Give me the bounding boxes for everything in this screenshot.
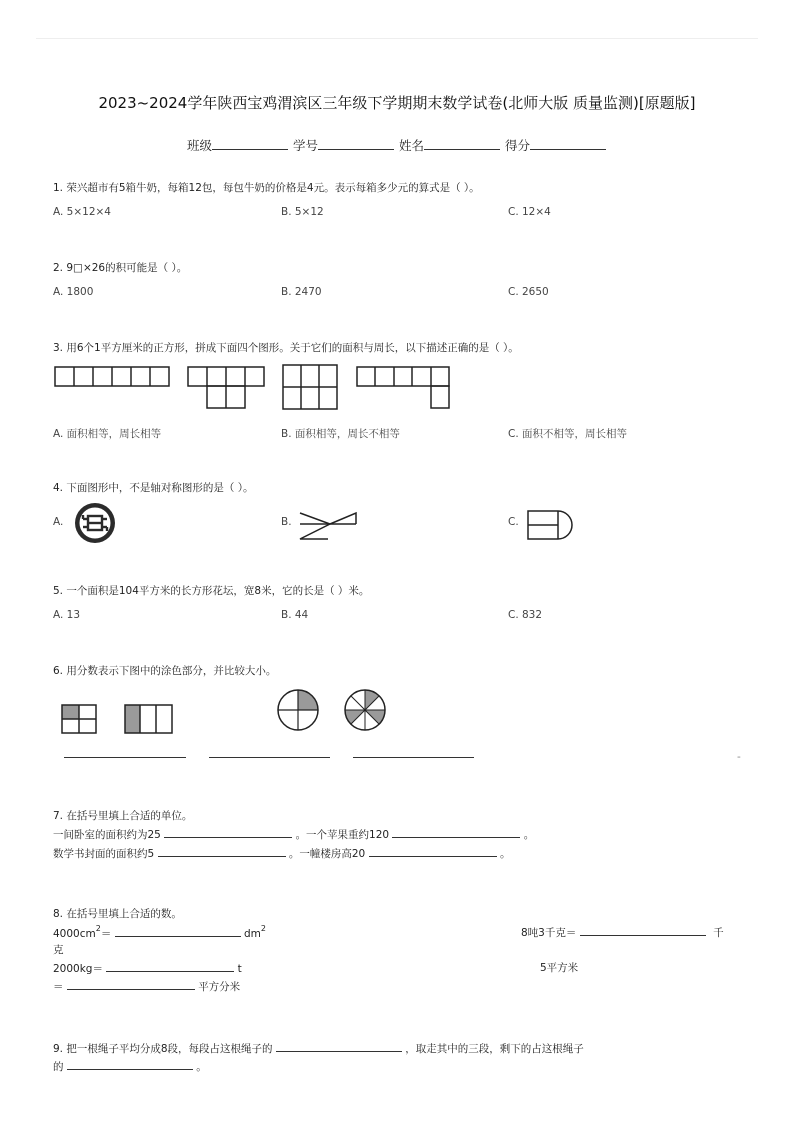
q6-figures [60, 688, 380, 738]
q7-line2-part-b: 。一幢楼房高20 [288, 848, 366, 860]
q7-line1-part-a: 一间卧室的面积约为25 [53, 829, 161, 841]
q3-figure-1 [55, 367, 169, 386]
q4-option-c-shape-icon [527, 510, 575, 542]
q8-b-wrap: 克 [53, 944, 64, 956]
q8-a-left-sup: 2 [95, 924, 101, 933]
q5-option-b[interactable]: B. 44 [281, 609, 309, 621]
q3-option-b[interactable]: B. 面积相等，周长不相等 [281, 428, 400, 440]
info-score-label: 得分 [504, 138, 530, 153]
q6-trailing-mark: - [737, 751, 741, 763]
q8-c-unit: t [237, 963, 242, 975]
q2-option-c[interactable]: C. 2650 [508, 286, 549, 298]
q3-option-a[interactable]: A. 面积相等，周长相等 [53, 428, 162, 440]
q8-d-left: 5平方米 [540, 962, 579, 974]
info-name-label: 姓名 [398, 138, 424, 153]
question-7: 7. 在括号里填上合适的单位。 [53, 810, 193, 822]
q3-figure-3 [283, 365, 337, 409]
q6-figure-circle-eighths [345, 690, 385, 730]
q8-a-left: 4000cm [53, 928, 96, 940]
q4-option-a[interactable]: A. [53, 516, 64, 528]
q9-line2-a: 的 [53, 1061, 64, 1073]
q8-item-c [53, 960, 242, 976]
q8-item-b [521, 924, 724, 940]
q8-item-d [53, 978, 240, 994]
q9-blank-1[interactable] [276, 1040, 402, 1052]
q4-option-b-bowtie-icon [298, 509, 360, 543]
question-4: 4. 下面图形中，不是轴对称图形的是（ ）。 [53, 482, 254, 494]
q7-line2-part-c: 。 [499, 848, 511, 860]
q4-option-b[interactable]: B. [281, 516, 292, 528]
q7-line-1 [53, 826, 534, 842]
question-9 [53, 1040, 584, 1056]
q7-line1-part-c: 。 [523, 829, 535, 841]
q7-blank-2[interactable] [392, 826, 520, 838]
q7-line2-part-a: 数学书封面的面积约5 [53, 848, 155, 860]
info-number-blank[interactable] [318, 137, 394, 150]
q9-line2-b: 。 [196, 1061, 207, 1073]
q8-blank-b[interactable] [580, 924, 706, 936]
q5-option-a[interactable]: A. 13 [53, 609, 81, 621]
q3-figures [54, 364, 454, 412]
q8-item-a [53, 924, 266, 941]
q8-c-left: 2000kg＝ [53, 963, 103, 975]
q6-answer-blank-2[interactable] [209, 746, 330, 758]
info-class-label: 班级 [186, 138, 212, 153]
q7-blank-1[interactable] [164, 826, 292, 838]
q3-figure-4 [357, 367, 449, 408]
q7-blank-4[interactable] [369, 845, 497, 857]
question-3: 3. 用6个1平方厘米的正方形，拼成下面四个图形。关于它们的面积与周长，以下描述正确的是（ ）。 [53, 342, 519, 354]
q6-figure-square-quarters [62, 705, 96, 733]
q6-answer-blank-3[interactable] [353, 746, 474, 758]
q8-a-unit-sup: 2 [260, 924, 267, 933]
q1-option-c[interactable]: C. 12×4 [508, 206, 551, 218]
q8-a-unit: dm [244, 928, 261, 940]
q9-blank-2[interactable] [67, 1058, 193, 1070]
q9-text-b: ，取走其中的三段，剩下的占这根绳子 [405, 1043, 584, 1055]
q5-option-c[interactable]: C. 832 [508, 609, 543, 621]
info-class-blank[interactable] [212, 137, 288, 150]
q6-answer-blank-1[interactable] [64, 746, 186, 758]
q6-figure-bar-thirds [125, 705, 172, 733]
q8-d-unit: 平方分米 [198, 981, 241, 993]
q1-option-b[interactable]: B. 5×12 [281, 206, 324, 218]
q8-a-eq: ＝ [100, 928, 112, 940]
q9-text-a: 9. 把一根绳子平均分成8段，每段占这根绳子的 [53, 1043, 273, 1055]
q7-blank-3[interactable] [158, 845, 286, 857]
q8-d-eq: ＝ [53, 981, 64, 993]
q1-option-a[interactable]: A. 5×12×4 [53, 206, 111, 218]
q8-blank-d[interactable] [67, 978, 195, 990]
info-name-blank[interactable] [424, 137, 500, 150]
q4-option-a-emblem-icon [74, 502, 118, 546]
info-score-blank[interactable] [530, 137, 606, 150]
q3-figure-2 [188, 367, 264, 408]
q7-line-2 [53, 845, 510, 861]
question-1: 1. 荣兴超市有5箱牛奶，每箱12包，每包牛奶的价格是4元。表示每箱多少元的算式是（ ）。 [53, 182, 480, 194]
student-info-line [0, 136, 794, 154]
q8-blank-a[interactable] [115, 925, 241, 937]
q8-blank-c[interactable] [106, 960, 234, 972]
q6-figure-circle-quarters [278, 690, 318, 730]
question-6: 6. 用分数表示下图中的涂色部分，并比较大小。 [53, 665, 277, 677]
q9-line-2 [53, 1058, 207, 1074]
q8-b-unit: 千 [713, 927, 724, 939]
question-8: 8. 在括号里填上合适的数。 [53, 908, 182, 920]
question-2: 2. 9□×26的积可能是（ ）。 [53, 262, 188, 274]
q7-line1-part-b: 。一个苹果重约120 [295, 829, 390, 841]
info-number-label: 学号 [292, 138, 318, 153]
q3-option-c[interactable]: C. 面积不相等，周长相等 [508, 428, 628, 440]
question-5: 5. 一个面积是104平方米的长方形花坛，宽8米，它的长是（ ）米。 [53, 585, 370, 597]
q2-option-b[interactable]: B. 2470 [281, 286, 322, 298]
header-rule [36, 38, 758, 39]
page-title: 2023~2024学年陕西宝鸡渭滨区三年级下学期期末数学试卷(北师大版 质量监测)[原题版] [98, 94, 696, 112]
q8-b-left: 8吨3千克＝ [521, 927, 577, 939]
q2-option-a[interactable]: A. 1800 [53, 286, 94, 298]
q4-option-c[interactable]: C. [508, 516, 519, 528]
